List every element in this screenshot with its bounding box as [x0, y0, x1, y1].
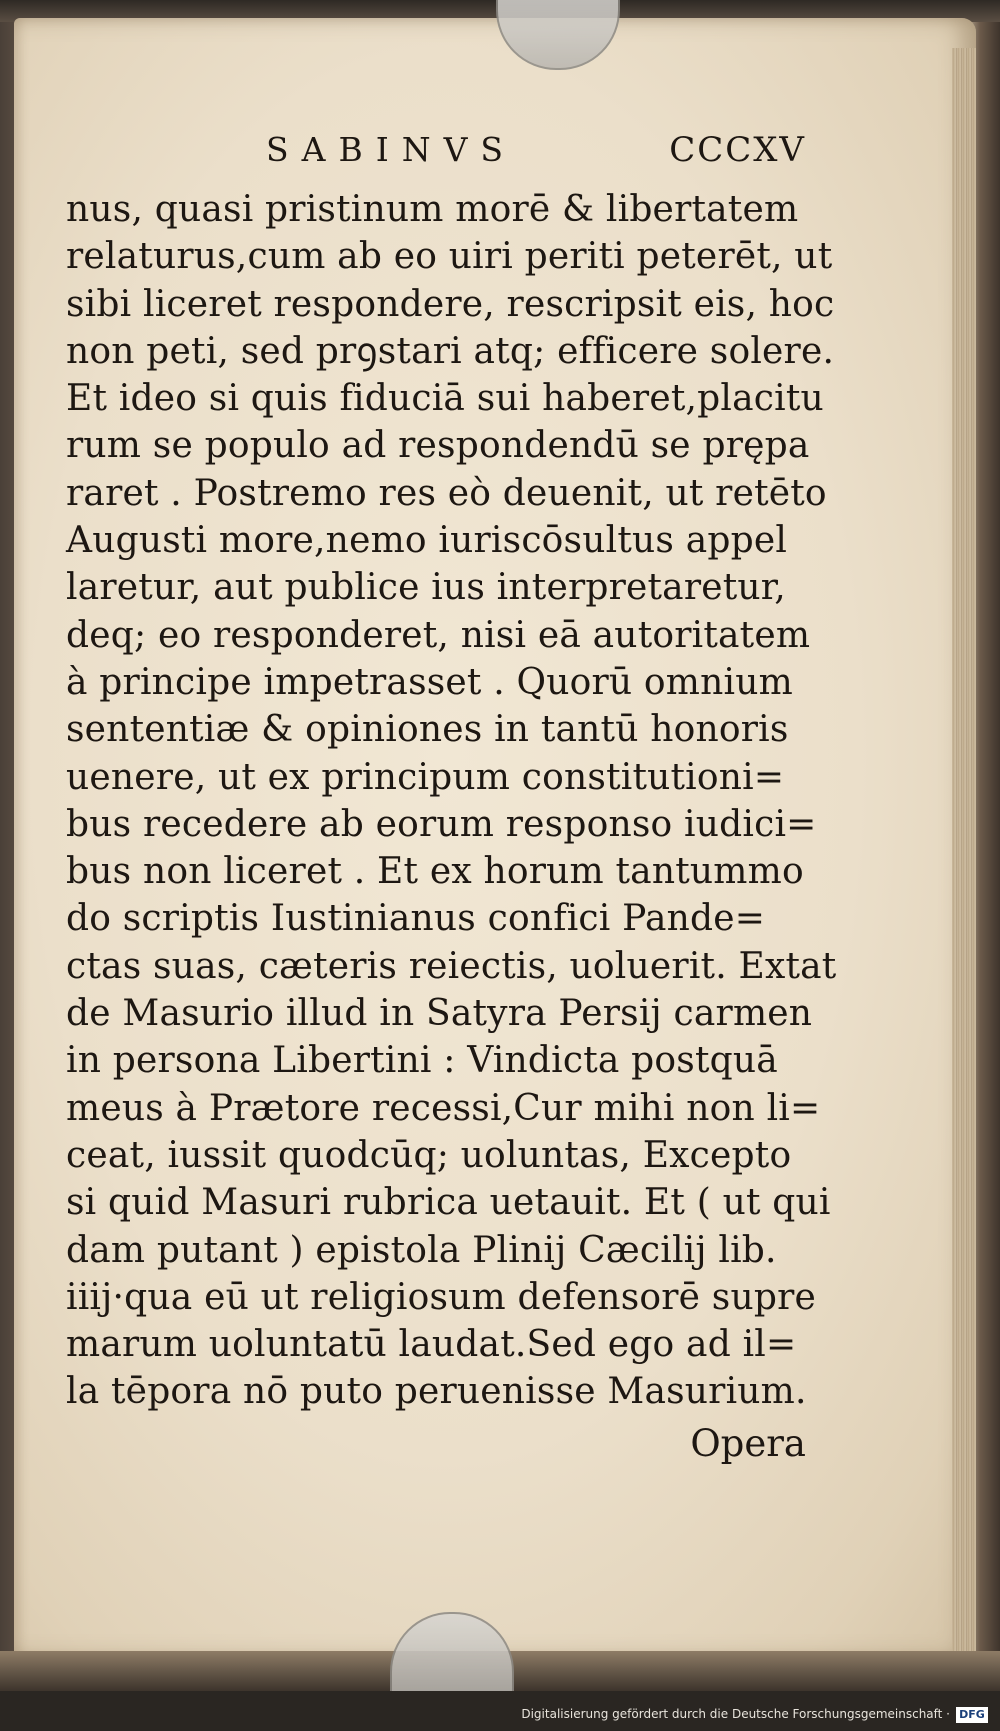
- text-line: sibi liceret respondere, rescripsit eis, hoc: [66, 283, 835, 325]
- text-line: iiij·qua eū ut religiosum defensorē supre: [66, 1276, 817, 1318]
- text-line: dam putant ) epistola Plinij Cæcilij lib.: [66, 1229, 777, 1271]
- text-line: Et ideo si quis fiduciā sui haberet,placitu: [66, 378, 824, 420]
- text-line: raret . Postremo res eò deuenit, ut retēto: [66, 472, 827, 514]
- running-head: SABINVS: [266, 130, 517, 169]
- text-line: ctas suas, cæteris reiectis, uoluerit. Extat: [66, 945, 837, 987]
- text-line: la tēpora nō puto peruenisse Masurium.: [66, 1371, 807, 1413]
- text-line: ceat, iussit quodcūq; uoluntas, Excepto: [66, 1134, 792, 1176]
- text-line: bus non liceret . Et ex horum tantummo: [66, 851, 804, 893]
- page-edges: [952, 48, 976, 1708]
- text-line: in persona Libertini : Vindicta postquā: [66, 1040, 778, 1082]
- text-line: relaturus,cum ab eo uiri periti peterēt, ut: [66, 236, 833, 278]
- text-line: à principe impetrasset . Quorū omnium: [66, 661, 793, 703]
- text-line: bus recedere ab eorum responso iudici=: [66, 803, 817, 845]
- text-line: Augusti more,nemo iuriscōsultus appel: [66, 520, 788, 562]
- footer-bar: [0, 1691, 1000, 1731]
- catchword: Opera: [690, 1421, 806, 1465]
- digitization-credit: Digitalisierung gefördert durch die Deutsche Forschungsgemeinschaft ·: [521, 1707, 950, 1721]
- dfg-logo: DFG: [956, 1707, 988, 1723]
- text-line: si quid Masuri rubrica uetauit. Et ( ut qui: [66, 1182, 831, 1224]
- text-line: marum uoluntatū laudat.Sed ego ad il=: [66, 1324, 797, 1366]
- page-header: [66, 130, 806, 186]
- text-line: rum se populo ad respondendū se prępa: [66, 425, 810, 467]
- text-line: non peti, sed prꝯstari atq; efficere solere.: [66, 330, 835, 372]
- text-line: do scriptis Iustinianus confici Pande=: [66, 898, 766, 940]
- text-line: meus à Prætore recessi,Cur mihi non li=: [66, 1087, 821, 1129]
- folio-number: CCCXV: [669, 130, 806, 170]
- text-line: nus, quasi pristinum morē & libertatem: [66, 189, 799, 230]
- text-line: sententiæ & opiniones in tantū honoris: [66, 709, 789, 751]
- text-block: [66, 130, 837, 1472]
- text-line: laretur, aut publice ius interpretaretur,: [66, 567, 786, 609]
- text-line: uenere, ut ex principum constitutioni=: [66, 756, 785, 798]
- text-line: de Masurio illud in Satyra Persij carmen: [66, 993, 813, 1035]
- text-line: deq; eo responderet, nisi eā autoritatem: [66, 614, 811, 656]
